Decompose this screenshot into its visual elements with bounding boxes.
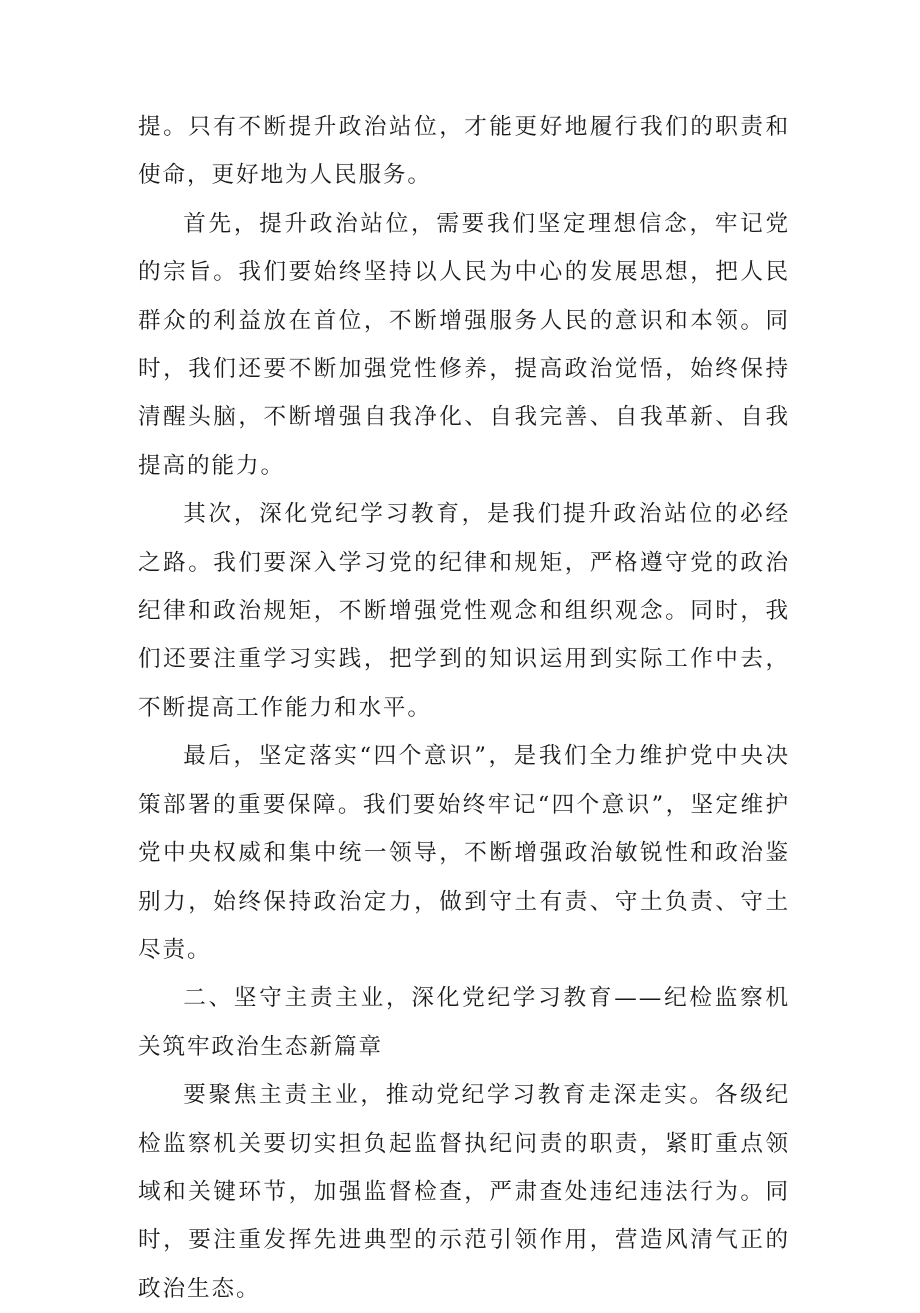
section-heading: 二、坚守主责主业，深化党纪学习教育——纪检监察机关筑牢政治生态新篇章	[138, 985, 790, 1060]
paragraph-first-point: 首先，提升政治站位，需要我们坚定理想信念，牢记党的宗旨。我们要始终坚持以人民为中心的发展思想，把人民群众的利益放在首位，不断增强服务人民的意识和本领。同时，我们还要不断加强党性修养，提高政治觉悟，始终保持清醒头脑，不断增强自我净化、自我完善、自我革新、自我提高的能力。	[138, 210, 790, 479]
paragraph-second-point: 其次，深化党纪学习教育，是我们提升政治站位的必经之路。我们要深入学习党的纪律和规矩，严格遵守党的政治纪律和政治规矩，不断增强党性观念和组织观念。同时，我们还要注重学习实践，把学到的知识运用到实际工作中去，不断提高工作能力和水平。	[138, 501, 790, 721]
paragraph-continuation: 提。只有不断提升政治站位，才能更好地履行我们的职责和使命，更好地为人民服务。	[138, 114, 790, 189]
paragraph-section-body: 要聚焦主责主业，推动党纪学习教育走深走实。各级纪检监察机关要切实担负起监督执纪问责的职责，紧盯重点领域和关键环节，加强监督检查，严肃查处违纪违法行为。同时，要注重发挥先进典型的示范引领作用，营造风清气正的政治生态。	[138, 1082, 790, 1302]
document-body	[138, 103, 790, 1313]
paragraph-third-point: 最后，坚定落实“四个意识”，是我们全力维护党中央决策部署的重要保障。我们要始终牢记“四个意识”，坚定维护党中央权威和集中统一领导，不断增强政治敏锐性和政治鉴别力，始终保持政治定力，做到守土有责、守土负责、守土尽责。	[138, 743, 790, 963]
